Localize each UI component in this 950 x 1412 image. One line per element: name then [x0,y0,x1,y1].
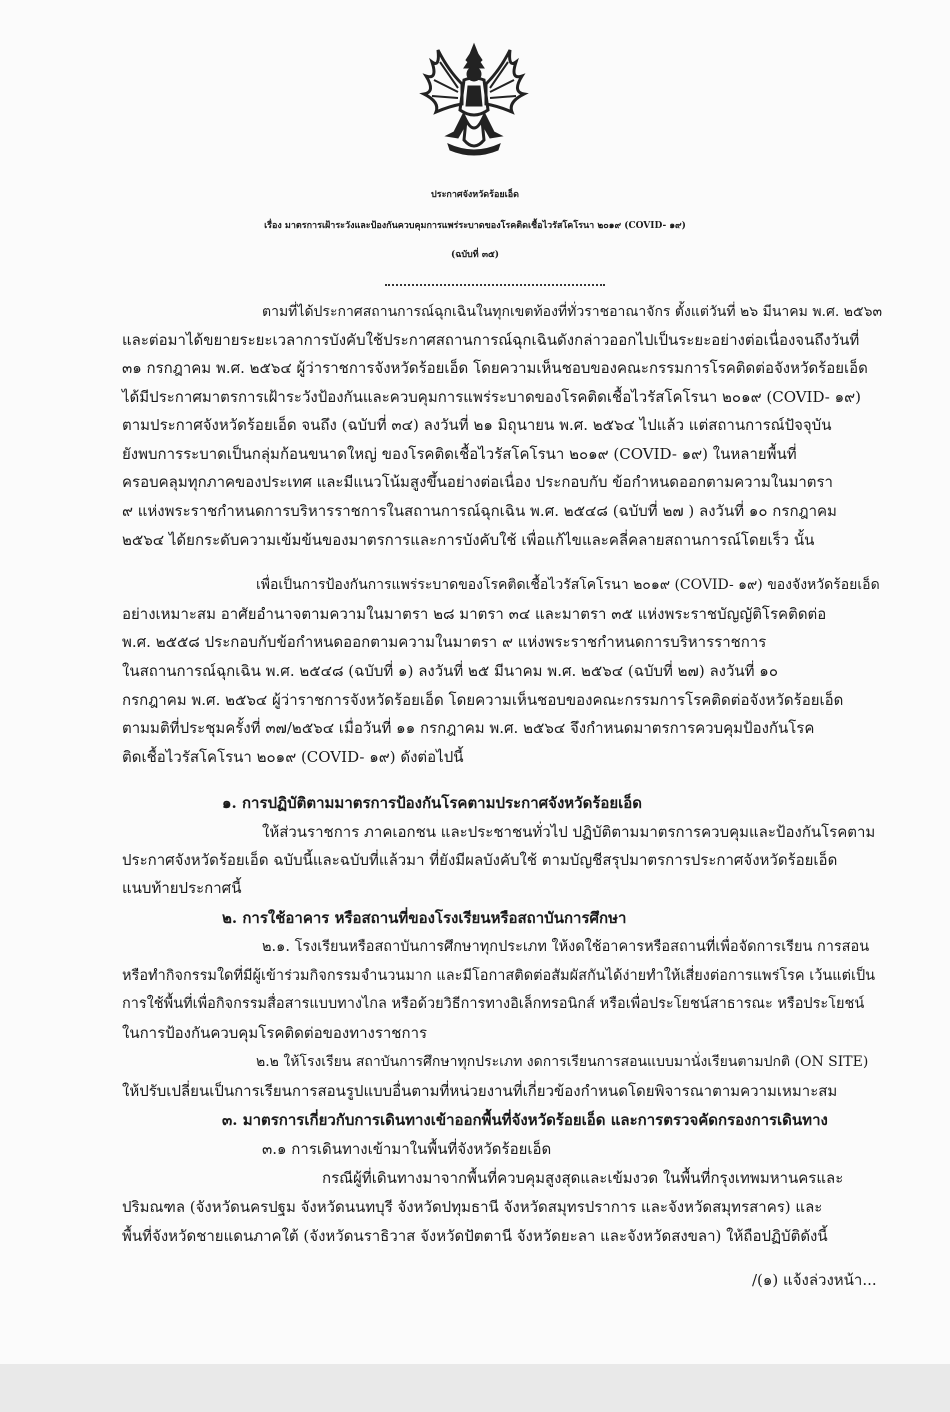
paragraph-line: พ.ศ. ๒๕๕๘ ประกอบกับข้อกำหนดออกตามความในมาตรา ๙ แห่งพระราชกำหนดการบริหารราชการ [122,633,767,651]
section-line: ๒.๒ ให้โรงเรียน สถาบันการศึกษาทุกประเภท งดการเรียนการสอนแบบมานั่งเรียนตามปกติ (ON SITE) [256,1054,869,1070]
paragraph-line: ๓๑ กรกฎาคม พ.ศ. ๒๕๖๔ ผู้ว่าราชการจังหวัดร้อยเอ็ด โดยความเห็นชอบของคณะกรรมการโรคติดต่อจังหวัดร้อยเอ็ด [122,359,868,377]
section-line: ๓.๑ การเดินทางเข้ามาในพื้นที่จังหวัดร้อยเอ็ด [262,1140,552,1158]
section-line: ให้ส่วนราชการ ภาคเอกชน และประชาชนทั่วไป ปฏิบัติตามมาตรการควบคุมและป้องกันโรคตาม [262,823,876,841]
section-heading: ๒. การใช้อาคาร หรือสถานที่ของโรงเรียนหรือสถาบันการศึกษา [222,909,627,927]
paragraph-line: ๒๕๖๔ ได้ยกระดับความเข้มข้นของมาตรการและการบังคับใช้ เพื่อแก้ไขและคลี่คลายสถานการณ์โดยเร็ว นั้น [122,531,815,549]
continuation-note: /(๑) แจ้งล่วงหน้า... [752,1271,877,1289]
paragraph-line: ตามที่ได้ประกาศสถานการณ์ฉุกเฉินในทุกเขตท้องที่ทั่วราชอาณาจักร ตั้งแต่วันที่ ๒๖ มีนาคม พ.ศ. ๒๕๖๓ [262,304,883,320]
paragraph-line: ตามประกาศจังหวัดร้อยเอ็ด จนถึง (ฉบับที่ ๓๔) ลงวันที่ ๒๑ มิถุนายน พ.ศ. ๒๕๖๔ ไปแล้ว แต่สถานการณ์ปัจจุบัน [122,416,832,434]
bottom-margin [0,1364,950,1412]
paragraph-line: อย่างเหมาะสม อาศัยอำนาจตามความในมาตรา ๒๘ มาตรา ๓๔ และมาตรา ๓๕ แห่งพระราชบัญญัติโรคติดต่อ [122,605,827,623]
section-line: ๒.๑. โรงเรียนหรือสถาบันการศึกษาทุกประเภท ให้งดใช้อาคารหรือสถานที่เพื่อจัดการเรียน การสอน [262,939,870,955]
title-divider [385,284,605,286]
section-line: ประกาศจังหวัดร้อยเอ็ด ฉบับนี้และฉบับที่แล้วมา ที่ยังมีผลบังคับใช้ ตามบัญชีสรุปมาตรการประกาศจังหวัดร้อยเอ็ด [122,851,838,869]
section-heading: ๓. มาตรการเกี่ยวกับการเดินทางเข้าออกพื้นที่จังหวัดร้อยเอ็ด และการตรวจคัดกรองการเดินทาง [222,1111,828,1129]
section-line: ปริมณฑล (จังหวัดนครปฐม จังหวัดนนทบุรี จังหวัดปทุมธานี จังหวัดสมุทรปราการ และจังหวัดสมุทรสาคร) และ [122,1198,823,1216]
section-line: พื้นที่จังหวัดชายแดนภาคใต้ (จังหวัดนราธิวาส จังหวัดปัตตานี จังหวัดยะลา และจังหวัดสงขลา) ให้ถือปฏิบัติดังนี้ [122,1227,828,1245]
section-heading: ๑. การปฏิบัติตามมาตรการป้องกันโรคตามประกาศจังหวัดร้อยเอ็ด [222,794,643,812]
paragraph-line: ครอบคลุมทุกภาคของประเทศ และมีแนวโน้มสูงขึ้นอย่างต่อเนื่อง ประกอบกับ ข้อกำหนดออกตามความในมาตรา [122,473,833,491]
section-line: หรือทำกิจกรรมใดที่มีผู้เข้าร่วมกิจกรรมจำนวนมาก และมีโอกาสติดต่อสัมผัสกันได้ง่ายทำให้เสี่ยงต่อการแพร่โรค เว้นแต่เป็น [122,968,876,984]
paragraph-line: และต่อมาได้ขยายระยะเวลาการบังคับใช้ประกาศสถานการณ์ฉุกเฉินดังกล่าวออกไปเป็นระยะอย่างต่อเนื่องจนถึงวันที่ [122,331,860,349]
section-line: แนบท้ายประกาศนี้ [122,879,242,897]
announcement-title: ประกาศจังหวัดร้อยเอ็ด [431,190,519,200]
announcement-issue-number: (ฉบับที่ ๓๕) [450,250,500,260]
paragraph-line: ได้มีประกาศมาตรการเฝ้าระวังป้องกันและควบคุมการแพร่ระบาดของโรคติดเชื้อไวรัสโคโรนา ๒๐๑๙ (COVID- ๑๙) [122,388,861,406]
garuda-emblem-icon [418,40,530,158]
paragraph-line: กรกฎาคม พ.ศ. ๒๕๖๔ ผู้ว่าราชการจังหวัดร้อยเอ็ด โดยความเห็นชอบของคณะกรรมการโรคติดต่อจังหวัดร้อยเอ็ด [122,691,844,709]
paragraph-line: ตามมติที่ประชุมครั้งที่ ๓๗/๒๕๖๔ เมื่อวันที่ ๑๑ กรกฎาคม พ.ศ. ๒๕๖๔ จึงกำหนดมาตรการควบคุมป้องกันโรค [122,719,815,737]
section-line: การใช้พื้นที่เพื่อกิจกรรมสื่อสารแบบทางไกล หรือด้วยวิธีการทางอิเล็กทรอนิกส์ หรือเพื่อประโยชน์สาธารณะ หรือประโยชน์ [122,996,865,1012]
section-line: ในการป้องกันควบคุมโรคติดต่อของทางราชการ [122,1024,428,1042]
section-line: ให้ปรับเปลี่ยนเป็นการเรียนการสอนรูปแบบอื่นตามที่หน่วยงานที่เกี่ยวข้องกำหนดโดยพิจารณาตามความเหมาะสม [122,1082,838,1100]
paragraph-line: ในสถานการณ์ฉุกเฉิน พ.ศ. ๒๕๔๘ (ฉบับที่ ๑) ลงวันที่ ๒๕ มีนาคม พ.ศ. ๒๕๖๔ (ฉบับที่ ๒๗) ลงวันที่ ๑๐ [122,662,778,680]
paragraph-line: ยังพบการระบาดเป็นกลุ่มก้อนขนาดใหญ่ ของโรคติดเชื้อไวรัสโคโรนา ๒๐๑๙ (COVID- ๑๙) ในหลายพื้นที่ [122,445,797,463]
paragraph-line: เพื่อเป็นการป้องกันการแพร่ระบาดของโรคติดเชื้อไวรัสโคโรนา ๒๐๑๙ (COVID- ๑๙) ของจังหวัดร้อยเอ็ด [256,577,880,593]
section-line: กรณีผู้ที่เดินทางมาจากพื้นที่ควบคุมสูงสุดและเข้มงวด ในพื้นที่กรุงเทพมหานครและ [322,1169,844,1187]
paragraph-line: ๙ แห่งพระราชกำหนดการบริหารราชการในสถานการณ์ฉุกเฉิน พ.ศ. ๒๕๔๘ (ฉบับที่ ๒๗ ) ลงวันที่ ๑๐ กรกฎาคม [122,502,837,520]
paragraph-line: ติดเชื้อไวรัสโคโรนา ๒๐๑๙ (COVID- ๑๙) ดังต่อไปนี้ [122,748,464,766]
announcement-subject: เรื่อง มาตรการเฝ้าระวังและป้องกันควบคุมการแพร่ระบาดของโรคติดเชื้อไวรัสโคโรนา ๒๐๑๙ (COVID- ๑๙) [264,221,686,231]
